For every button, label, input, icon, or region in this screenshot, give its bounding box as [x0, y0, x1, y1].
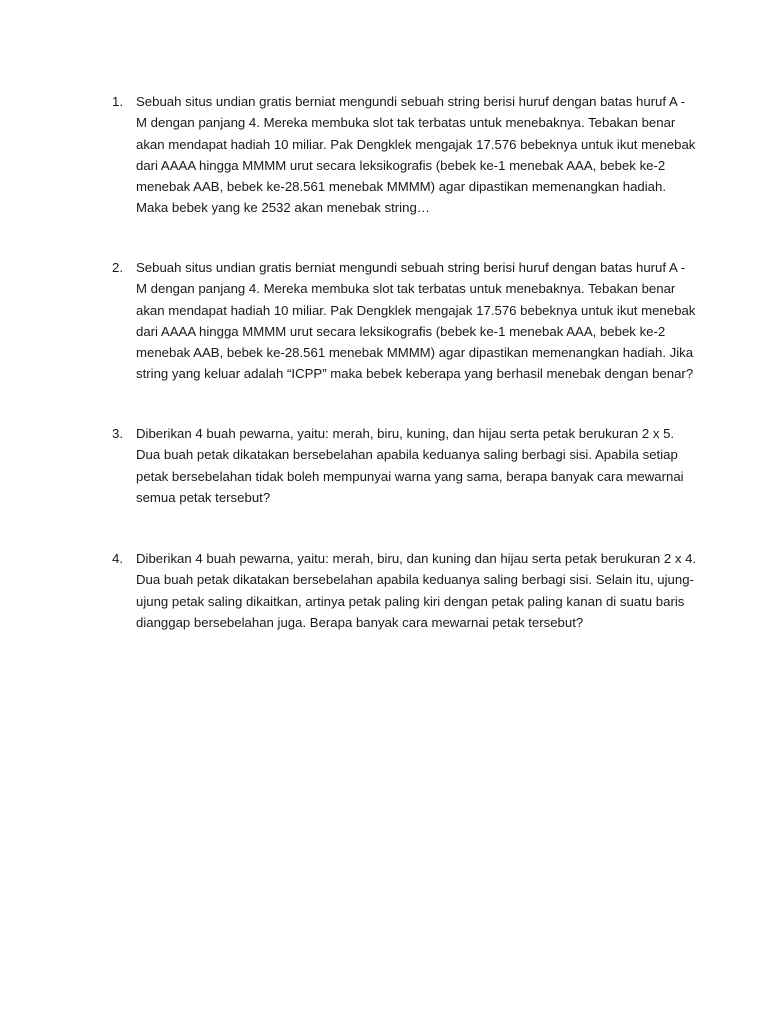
text-line: semua petak tersebut? — [136, 489, 271, 505]
text-line: dari AAAA hingga MMMM urut secara leksikografis (bebek ke-1 menebak AAA, bebek ke-2 — [136, 323, 666, 339]
problem-2 — [112, 257, 696, 385]
text-line: Maka bebek yang ke 2532 akan menebak string… — [136, 200, 430, 216]
text-line: petak bersebelahan tidak boleh mempunyai warna yang sama, berapa banyak cara mewarnai — [136, 468, 684, 484]
problem-text — [136, 257, 696, 385]
problem-3 — [112, 423, 692, 508]
text-line: menebak AAB, bebek ke-28.561 menebak MMMM) agar dipastikan memenangkan hadiah. Jika — [136, 345, 694, 361]
text-line: Diberikan 4 buah pewarna, yaitu: merah, biru, dan kuning dan hijau serta petak berukuran 2 x 4. — [136, 551, 697, 566]
text-line: Diberikan 4 buah pewarna, yaitu: merah, biru, kuning, dan hijau serta petak berukuran 2 x 5. — [136, 426, 675, 441]
text-line: akan mendapat hadiah 10 miliar. Pak Dengklek mengajak 17.576 bebeknya untuk ikut menebak — [136, 136, 696, 152]
text-line: Sebuah situs undian gratis berniat mengundi sebuah string berisi huruf dengan batas huruf A - — [136, 94, 686, 109]
text-line: M dengan panjang 4. Mereka membuka slot tak terbatas untuk menebaknya. Tebakan benar — [136, 115, 676, 131]
text-line: Dua buah petak dikatakan bersebelahan apabila keduanya saling berbagi sisi. Apabila setiap — [136, 447, 678, 463]
problem-text — [136, 423, 692, 508]
problem-number: 3. — [112, 426, 123, 441]
text-line: Dua buah petak dikatakan bersebelahan apabila keduanya saling berbagi sisi. Selain itu, ujung- — [136, 572, 694, 588]
text-line: dianggap bersebelahan juga. Berapa banyak cara mewarnai petak tersebut? — [136, 614, 584, 630]
problem-1 — [112, 91, 696, 219]
text-line: dari AAAA hingga MMMM urut secara leksikografis (bebek ke-1 menebak AAA, bebek ke-2 — [136, 157, 666, 173]
problem-text — [136, 548, 697, 633]
problem-text — [136, 91, 696, 219]
text-line: menebak AAB, bebek ke-28.561 menebak MMMM) agar dipastikan memenangkan hadiah. — [136, 179, 666, 195]
text-line: ujung petak saling dikaitkan, artinya petak paling kiri dengan petak paling kanan di suatu baris — [136, 593, 685, 609]
text-line: Sebuah situs undian gratis berniat mengundi sebuah string berisi huruf dengan batas huruf A - — [136, 260, 686, 275]
problem-number: 4. — [112, 551, 123, 566]
text-line: akan mendapat hadiah 10 miliar. Pak Dengklek mengajak 17.576 bebeknya untuk ikut menebak — [136, 302, 696, 318]
problem-4 — [112, 548, 697, 633]
problem-number: 1. — [112, 94, 123, 109]
text-line: M dengan panjang 4. Mereka membuka slot tak terbatas untuk menebaknya. Tebakan benar — [136, 281, 676, 297]
text-line: string yang keluar adalah “ICPP” maka bebek keberapa yang berhasil menebak dengan benar? — [136, 366, 694, 382]
problem-number: 2. — [112, 260, 123, 275]
